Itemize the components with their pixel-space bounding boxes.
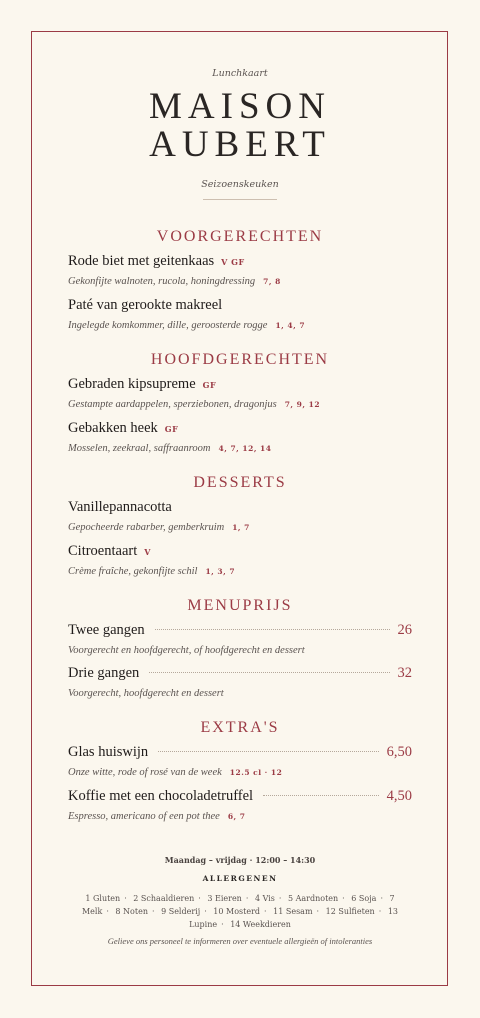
menu-item [68,543,412,577]
item-description: Onze witte, rode of rosé van de week [68,767,222,778]
diet-tag: V GF [221,257,245,267]
item-description: Gepocheerde rabarber, gemberkruim [68,522,225,533]
allergen-separator: · [380,894,383,903]
item-description: Ingelegde komkommer, dille, geroosterde rogge [68,320,268,331]
allergen-separator: · [124,894,127,903]
allergen-entry: 2 Schaaldieren [133,894,195,903]
item-description: Gestampte aardappelen, sperziebonen, dragonjus [68,399,277,410]
price-item [68,744,412,778]
allergen-entry: 13 Lupine [189,907,398,929]
item-allergens: 12.5 cl · 12 [229,768,283,777]
section-title-extras: EXTRA'S [200,719,280,736]
brand-line-2: AUBERT [149,124,331,165]
item-description: Mosselen, zeekraal, saffraanroom [68,443,211,454]
item-description: Voorgerecht, hoofdgerecht en dessert [68,688,224,699]
allergen-entry: 14 Weekdieren [230,920,291,929]
allergens-list [80,892,400,931]
item-name: Drie gangen [68,665,140,681]
allergen-entry: 12 Sulfieten [325,907,375,916]
allergen-entry: 6 Soja [351,894,377,903]
item-allergens: 1, 7 [232,523,250,532]
allergen-separator: · [151,907,155,916]
item-description: Crème fraîche, gekonfijte schil [68,566,198,577]
diet-tag: V [144,547,151,557]
allergen-entry: 10 Mosterd [213,907,261,916]
allergen-separator: · [378,907,382,916]
item-allergens: 7, 9, 12 [284,400,321,409]
item-allergens: 6, 7 [227,812,246,821]
allergen-entry: 11 Sesam [273,907,313,916]
menu-item [68,253,412,287]
price-item [68,788,412,822]
header-divider [203,199,277,200]
diet-tag: GF [164,424,179,434]
allergen-entry: 5 Aardnoten [287,894,339,903]
section-title-starters: VOORGERECHTEN [156,228,324,245]
menu-item [68,376,412,410]
menu-item [68,499,412,533]
item-allergens: 1, 4, 7 [275,321,306,330]
item-price: 4,50 [386,788,412,804]
opening-hours: Maandag – vrijdag · 12:00 – 14:30 [164,855,316,865]
item-allergens: 1, 3, 7 [205,567,236,576]
item-name: Citroentaart [68,543,138,559]
dot-leader [263,795,379,796]
item-name: Gebraden kipsupreme [68,376,196,392]
allergen-separator: · [245,894,249,903]
brand-line-1: MAISON [149,86,331,127]
allergen-entry: 3 Eieren [207,894,242,903]
diet-tag: GF [202,380,217,390]
allergen-separator: · [106,907,109,916]
section-title-desserts: DESSERTS [193,474,287,491]
item-description: Gekonfijte walnoten, rucola, honingdressing [68,276,256,287]
allergen-entry: 8 Noten [115,907,148,916]
allergen-separator: · [198,894,201,903]
section-title-mains: HOOFDGERECHTEN [150,351,330,368]
menu-subtitle: Seizoenskeuken [201,179,279,190]
allergen-entry: 9 Selderij [161,907,201,916]
allergen-entry: 4 Vis [254,894,275,903]
item-price: 6,50 [386,744,412,760]
allergens-title: ALLERGENEN [202,874,278,883]
item-price: 32 [397,665,412,681]
allergen-separator: · [264,907,267,916]
price-item [68,665,412,699]
allergen-entry: 1 Gluten [85,894,121,903]
item-price: 26 [397,622,412,638]
allergy-note: Gelieve ons personeel te informeren over eventuele allergieën of intoleranties [107,936,373,946]
dot-leader [155,629,390,630]
item-name: Paté van gerookte makreel [68,297,223,313]
menu-item [68,297,412,331]
menu-item [68,420,412,454]
allergen-separator: · [316,907,320,916]
item-description: Voorgerecht en hoofdgerecht, of hoofdgerecht en dessert [68,645,305,656]
item-name: Gebakken heek [68,420,158,436]
allergen-separator: · [278,894,282,903]
section-title-menuprice: MENUPRIJS [187,597,293,614]
item-allergens: 4, 7, 12, 14 [218,444,272,453]
item-name: Glas huiswijn [68,744,149,760]
item-allergens: 7, 8 [263,277,281,286]
restaurant-name [0,88,480,164]
menu-kicker: Lunchkaart [212,68,268,79]
item-name: Vanillepannacotta [68,499,172,515]
dot-leader [149,672,389,673]
item-description: Espresso, americano of een pot thee [68,811,220,822]
item-name: Rode biet met geitenkaas [68,253,215,269]
allergen-entry: 7 Melk [81,894,395,916]
allergen-separator: · [204,907,207,916]
allergen-separator: · [221,920,224,929]
price-item [68,622,412,656]
allergen-separator: · [342,894,345,903]
item-name: Koffie met een chocoladetruffel [68,788,254,804]
dot-leader [158,751,378,752]
item-name: Twee gangen [68,622,145,638]
